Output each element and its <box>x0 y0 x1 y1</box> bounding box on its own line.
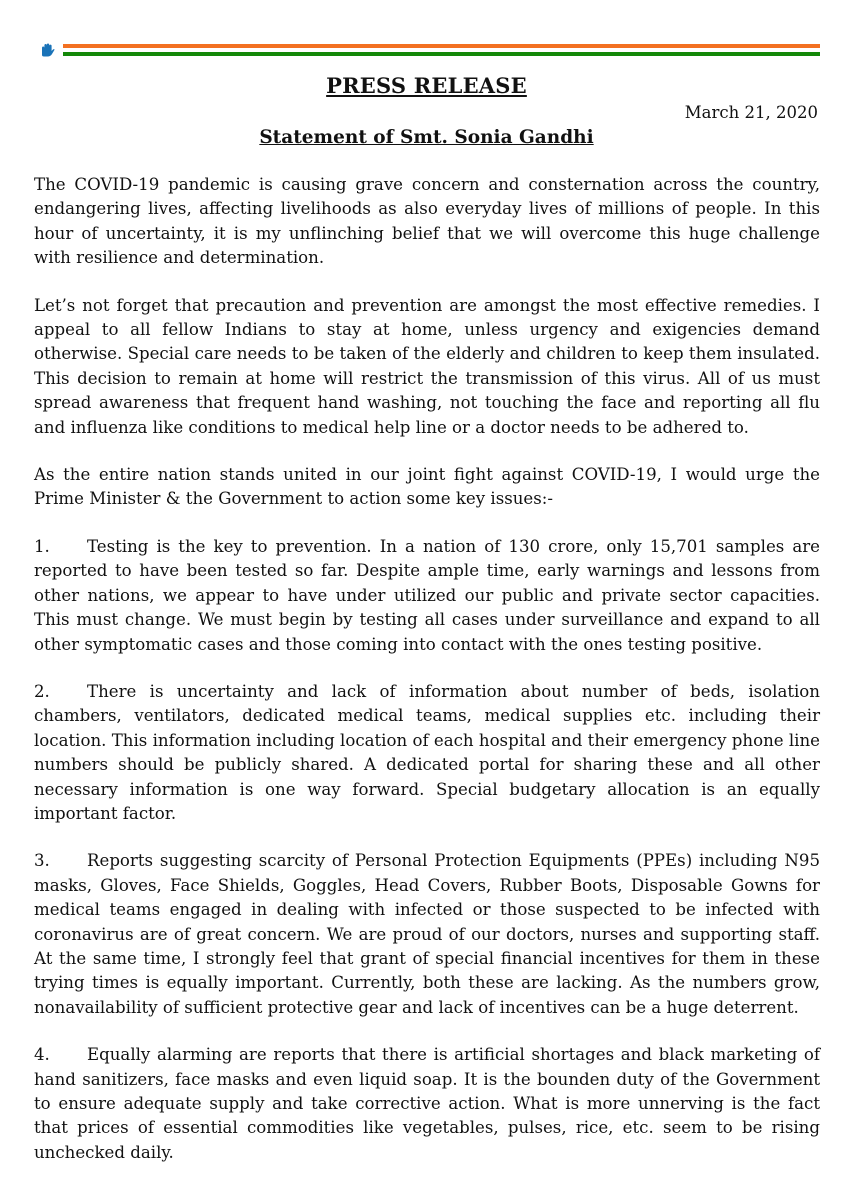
paragraph-text: Equally alarming are reports that there is artificial shortages and black marketing of hand sanitizers, face masks and even liquid soap. It is the bounden duty of the Government to ensure adequate supply and take corrective action. What is more unnerving is the fact that prices of essential commodities like vegetables, pulses, rice, etc. seem to be rising unchecked daily. <box>34 1045 820 1162</box>
white-stripe <box>33 48 820 51</box>
numbered-point-information <box>34 680 820 826</box>
paragraph-urge <box>34 463 820 512</box>
release-date: March 21, 2020 <box>684 103 818 122</box>
paragraph-text: Let’s not forget that precaution and prevention are amongst the most effective remedies. I appeal to all fellow Indians to stay at home, unless urgency and exigencies demand otherwise. Special care needs to be taken of the elderly and children to keep them insulated. This decision to remain at home will restrict the transmission of this virus. All of us must spread awareness that frequent hand washing, not touching the face and reporting all flu and influenza like conditions to medical help line or a doctor needs to be adhered to. <box>34 295 820 437</box>
paragraph-intro <box>34 173 820 271</box>
paragraph-text: Testing is the key to prevention. In a nation of 130 crore, only 15,701 samples are reported to have been tested so far. Despite ample time, early warnings and lessons from other nations, we appear to have under utilized our public and private sector capacities. This must change. We must begin by testing all cases under surveillance and expand to all other symptomatic cases and those coming into contact with the ones testing positive. <box>34 536 820 654</box>
point-number: 2. <box>34 681 50 701</box>
press-release-body <box>34 173 820 1188</box>
green-stripe <box>33 52 820 56</box>
numbered-point-shortages <box>34 1043 820 1165</box>
paragraph-text: The COVID-19 pandemic is causing grave concern and consternation across the country, endangering lives, affecting livelihoods as also everyday lives of millions of people. In this hour of uncertainty, it is my unflinching belief that we will overcome this huge challenge with resilience and determination. <box>34 175 820 268</box>
paragraph-text: There is uncertainty and lack of information about number of beds, isolation chambers, ventilators, dedicated medical teams, medical supplies etc. including their location. This information including location of each hospital and their emergency phone line numbers should be publicly shared. A dedicated portal for sharing these and all other necessary information is one way forward. Special budgetary allocation is an equally important factor. <box>34 681 820 823</box>
numbered-point-testing <box>34 535 820 657</box>
point-number: 4. <box>34 1045 50 1065</box>
statement-subtitle: Statement of Smt. Sonia Gandhi <box>259 127 594 148</box>
tricolor-header <box>33 42 820 60</box>
numbered-point-ppe <box>34 849 820 1020</box>
paragraph-text: Reports suggesting scarcity of Personal Protection Equipments (PPEs) including N95 masks, Gloves, Face Shields, Goggles, Head Covers, Rubber Boots, Disposable Gowns for medical teams engaged in dealing with infected or those suspected to be infected with coronavirus are of great concern. We are proud of our doctors, nurses and supporting staff. At the same time, I strongly feel that grant of special financial incentives for them in these trying times is equally important. Currently, both these are lacking. As the numbers grow, nonavailability of sufficient protective gear and lack of incentives can be a huge deterrent. <box>34 851 820 1017</box>
page-title: PRESS RELEASE <box>326 73 527 98</box>
congress-hand-logo-icon <box>33 42 63 58</box>
paragraph-precaution <box>34 294 820 440</box>
point-number: 1. <box>34 536 50 556</box>
paragraph-text: As the entire nation stands united in our joint fight against COVID-19, I would urge the Prime Minister & the Government to action some key issues:- <box>34 465 820 509</box>
point-number: 3. <box>34 851 50 871</box>
